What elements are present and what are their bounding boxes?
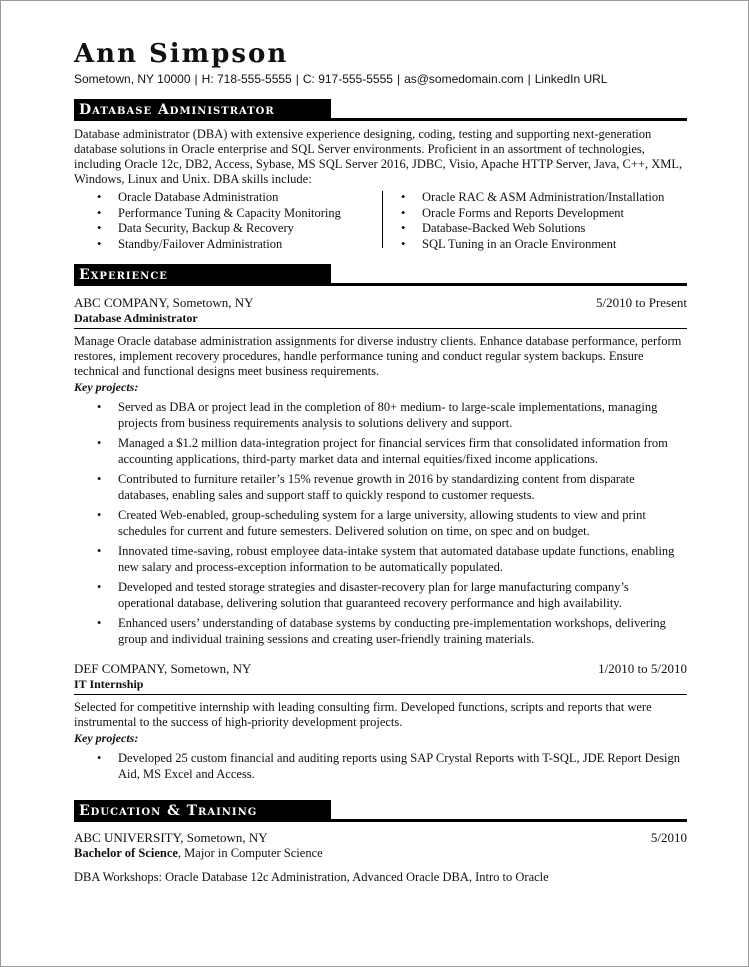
contact-email: as@somedomain.com bbox=[404, 72, 524, 86]
skill-text: Oracle RAC & ASM Administration/Installation bbox=[422, 190, 665, 204]
job-company: ABC COMPANY, Sometown, NY bbox=[74, 295, 254, 310]
project-text: Contributed to furniture retailer’s 15% revenue growth in 2016 by standardizing content from disparate databases, enabling sales and support staff to quickly respond to customer requests. bbox=[118, 472, 635, 502]
skill-text: Oracle Forms and Reports Development bbox=[422, 205, 625, 220]
skill-item bbox=[97, 206, 382, 222]
bullet-icon: • bbox=[97, 400, 102, 414]
skill-text: Standby/Failover Administration bbox=[118, 236, 283, 251]
project-item bbox=[97, 616, 687, 647]
key-projects-list bbox=[74, 751, 687, 782]
bullet-icon: • bbox=[401, 221, 406, 235]
degree-line bbox=[74, 846, 687, 861]
section-title: Education & Training bbox=[74, 800, 331, 822]
bullet-icon: • bbox=[97, 190, 102, 204]
project-item bbox=[97, 751, 687, 782]
project-text: Enhanced users’ understanding of database systems by conducting pre-implementation workshops, delivering group and individual training sessions and creating user-friendly training materials. bbox=[118, 616, 666, 646]
resume-content bbox=[74, 39, 687, 885]
job-entry bbox=[74, 661, 687, 782]
skill-text: SQL Tuning in an Oracle Environment bbox=[422, 236, 617, 251]
job-company: DEF COMPANY, Sometown, NY bbox=[74, 661, 252, 676]
candidate-name: Ann Simpson bbox=[74, 39, 289, 69]
project-text: Developed and tested storage strategies and disaster-recovery plan for large manufacturing company’s operational database, delivering solution that guaranteed recovery performance and high availability. bbox=[118, 580, 629, 610]
job-description: Selected for competitive internship with leading consulting firm. Developed functions, scripts and reports that were instrumental to the success of high-priority development projects. bbox=[74, 700, 652, 729]
contact-separator: | bbox=[396, 72, 401, 86]
contact-separator: | bbox=[527, 72, 531, 86]
project-text: Developed 25 custom financial and auditing reports using SAP Crystal Reports with T-SQL, JDE Report Design Aid, MS Excel and Access. bbox=[118, 751, 680, 781]
degree-name: Bachelor of Science bbox=[74, 846, 178, 860]
section-title: Database Administrator bbox=[74, 99, 331, 121]
bullet-icon: • bbox=[97, 508, 102, 522]
section-title: Experience bbox=[74, 264, 331, 286]
job-title: IT Internship bbox=[74, 677, 687, 695]
graduation-date: 5/2010 bbox=[650, 830, 687, 845]
contact-separator: | bbox=[295, 72, 299, 86]
bullet-icon: • bbox=[401, 205, 406, 220]
skill-item bbox=[401, 237, 664, 253]
bullet-icon: • bbox=[97, 544, 102, 558]
skill-text: Data Security, Backup & Recovery bbox=[118, 221, 294, 235]
contact-address: Sometown, NY 10000 bbox=[74, 72, 191, 86]
section-header-summary bbox=[74, 99, 687, 121]
project-item bbox=[97, 580, 687, 611]
job-header bbox=[74, 295, 687, 311]
project-item bbox=[97, 400, 687, 431]
bullet-icon: • bbox=[401, 190, 406, 204]
skill-text: Performance Tuning & Capacity Monitoring bbox=[118, 205, 341, 220]
section-rule bbox=[326, 819, 687, 822]
bullet-icon: • bbox=[97, 472, 102, 486]
bullet-icon: • bbox=[97, 236, 102, 251]
job-header bbox=[74, 661, 687, 677]
skill-item bbox=[97, 237, 382, 253]
key-projects-label: Key projects: bbox=[74, 380, 139, 394]
skills-list bbox=[74, 190, 687, 252]
project-text: Created Web-enabled, group-scheduling system for a large university, allowing students to view and print schedules for current and future semesters. Delivered solution on time, on spec and on budget. bbox=[118, 508, 646, 538]
section-header-experience bbox=[74, 264, 687, 286]
bullet-icon: • bbox=[97, 751, 102, 765]
project-text: Innovated time-saving, robust employee data-intake system that automated database update functions, enabling new salary and process-exception information to be automatically populated. bbox=[118, 544, 675, 574]
skill-item bbox=[401, 190, 664, 206]
summary-text: Database administrator (DBA) with extensive experience designing, coding, testing and supporting next-generation database solutions in Oracle enterprise and SQL Server environments. Proficient in an assortment of technologies, including Oracle 12c, DB2, Access, Sybase, MS SQL Server 2016, JDBC, Visio, Apache HTTP Server, Java, C++, XML, Windows, Linux and Unix. DBA skills include: bbox=[74, 127, 683, 186]
school-name: ABC UNIVERSITY, Sometown, NY bbox=[74, 830, 268, 845]
contact-line bbox=[74, 71, 687, 87]
skill-item bbox=[97, 190, 382, 206]
job-entry bbox=[74, 295, 687, 647]
bullet-icon: • bbox=[97, 221, 102, 235]
project-item bbox=[97, 436, 687, 467]
degree-major: , Major in Computer Science bbox=[177, 846, 323, 860]
contact-linkedin: LinkedIn URL bbox=[534, 72, 608, 86]
contact-home-phone: H: 718-555-5555 bbox=[201, 72, 292, 86]
project-item bbox=[97, 472, 687, 503]
job-dates: 1/2010 to 5/2010 bbox=[598, 661, 687, 676]
section-rule bbox=[326, 118, 687, 121]
skills-column-right bbox=[383, 190, 664, 252]
bullet-icon: • bbox=[401, 236, 406, 251]
project-text: Served as DBA or project lead in the completion of 80+ medium- to large-scale implementations, managing projects from business requirements analysis to solutions delivery and support. bbox=[118, 400, 658, 430]
bullet-icon: • bbox=[97, 616, 102, 630]
project-item bbox=[97, 544, 687, 575]
bullet-icon: • bbox=[97, 436, 102, 450]
key-projects-list bbox=[74, 400, 687, 647]
skill-item bbox=[401, 221, 664, 237]
section-rule bbox=[326, 283, 687, 286]
skill-item bbox=[401, 206, 664, 222]
section-header-education bbox=[74, 800, 687, 822]
skills-column-left bbox=[74, 190, 382, 252]
bullet-icon: • bbox=[97, 580, 102, 594]
project-text: Managed a $1.2 million data-integration project for financial services firm that consolidated information from accounting applications, third-party market data and internal equities/fixed income applications. bbox=[118, 436, 668, 466]
skill-text: Database-Backed Web Solutions bbox=[422, 221, 586, 235]
project-item bbox=[97, 508, 687, 539]
bullet-icon: • bbox=[97, 205, 102, 220]
workshops-line: DBA Workshops: Oracle Database 12c Administration, Advanced Oracle DBA, Intro to Oracle bbox=[74, 870, 549, 884]
contact-cell-phone: C: 917-555-5555 bbox=[302, 72, 393, 86]
job-title: Database Administrator bbox=[74, 311, 687, 329]
key-projects-label: Key projects: bbox=[74, 731, 139, 745]
skill-text: Oracle Database Administration bbox=[118, 190, 279, 204]
job-dates: 5/2010 to Present bbox=[596, 295, 687, 310]
education-header bbox=[74, 830, 687, 846]
contact-separator: | bbox=[194, 72, 198, 86]
job-description: Manage Oracle database administration assignments for diverse industry clients. Enhance database performance, perform restores, implement recovery procedures, handle performance tuning and conduct regular system backups. Ensure technical and functional designs meet business requirements. bbox=[74, 334, 682, 378]
skill-item bbox=[97, 221, 382, 237]
